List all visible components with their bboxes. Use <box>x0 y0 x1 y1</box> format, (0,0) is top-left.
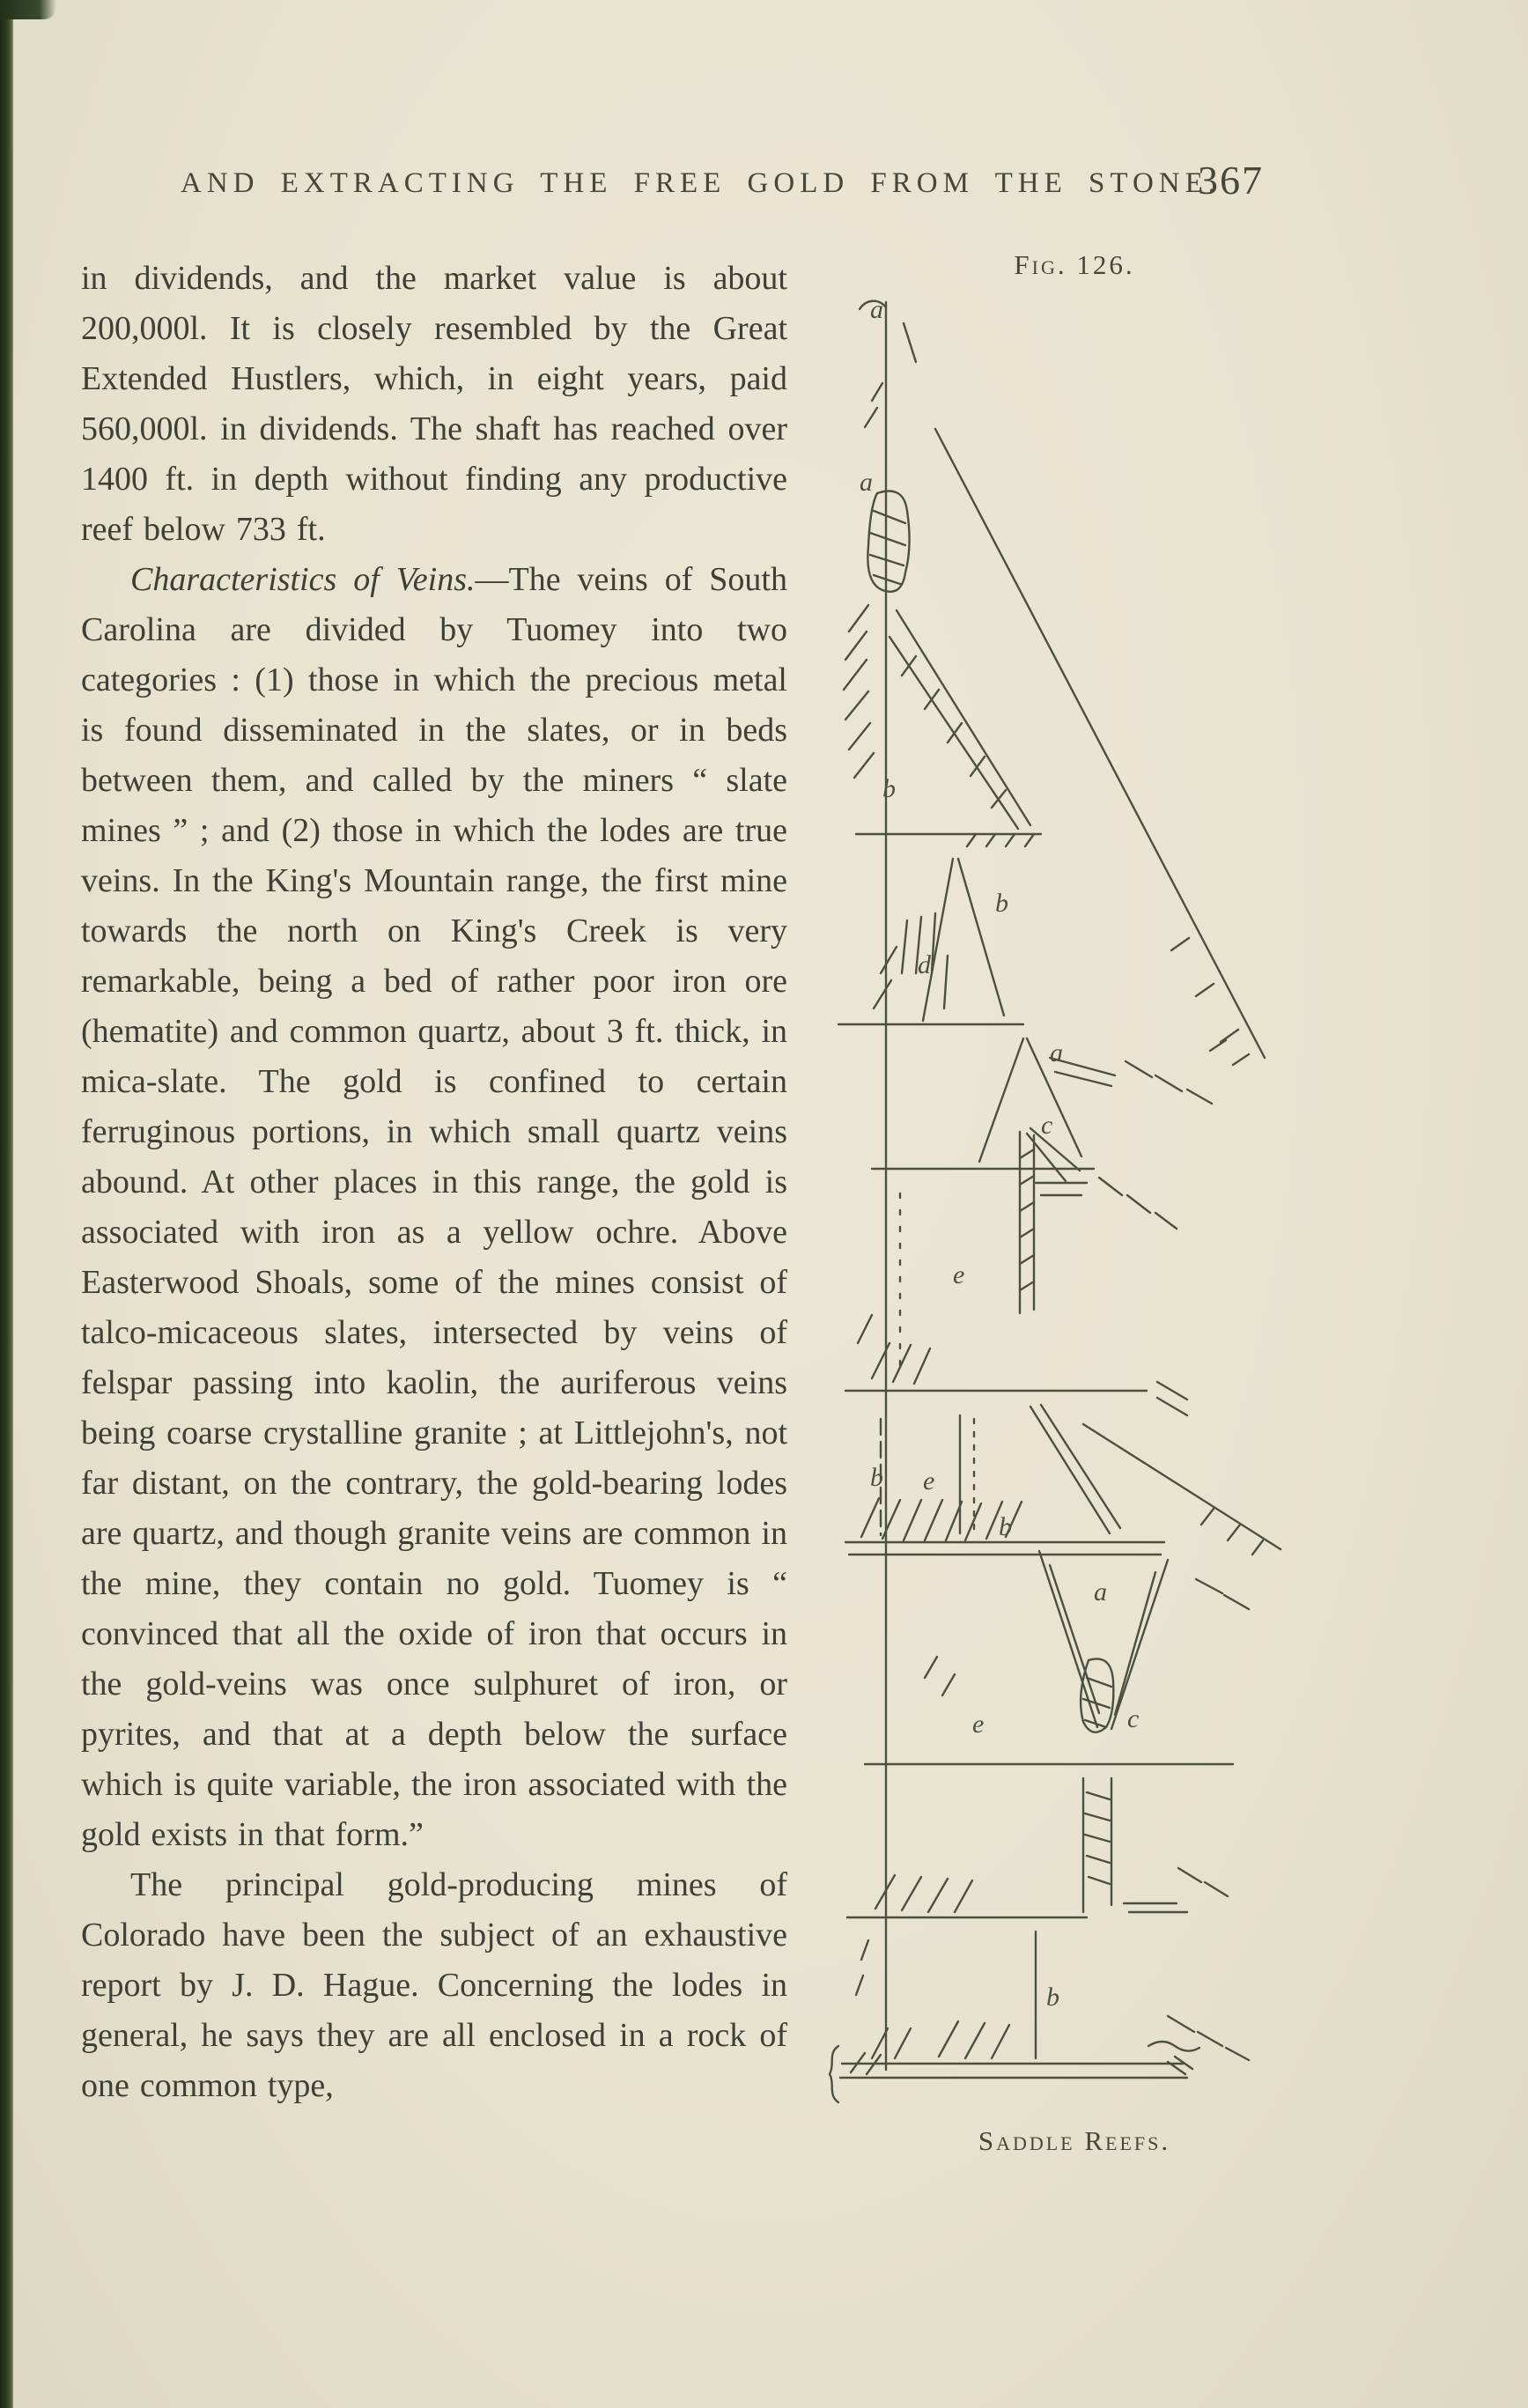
running-header: AND EXTRACTING THE FREE GOLD FROM THE STONE. <box>181 167 1222 199</box>
svg-text:e: e <box>972 1710 985 1739</box>
svg-text:a: a <box>860 468 873 497</box>
paragraph-text: —The veins of South Carolina are divided by Tuomey into two categories : (1) those in which the precious metal is found disseminated in the slates, or in beds between them, and called by the miners “ slate mines ” ; and (2) those in which the lodes are true veins. In the King's Mountain range, the first mine towards the north on King's Creek is very remarkable, being a bed of rather poor iron ore (hematite) and common quartz, about 3 ft. thick, in mica-slate. The gold is confined to certain ferruginous portions, in which small quartz veins abound. At other places in this range, the gold is associated with iron as a yellow ochre. Above Easterwood Shoals, some of the mines consist of talco-micaceous slates, intersected by veins of felspar passing into kaolin, the auriferous veins being coarse crystalline granite ; at Littlejohn's, not far distant, on the contrary, the gold-bearing lodes are quartz, and though granite veins are common in the mine, they contain no gold. Tuomey is “ convinced that all the oxide of iron that occurs in the gold-veins was once sulphuret of iron, or pyrites, and that at a depth below the surface which is quite variable, the iron associated with the gold exists in that form.” <box>81 561 787 1853</box>
svg-text:b: b <box>882 774 896 803</box>
svg-text:e: e <box>923 1466 935 1496</box>
svg-text:b: b <box>870 1463 883 1492</box>
svg-text:b: b <box>1046 1983 1059 2012</box>
scan-corner-mark <box>0 0 56 19</box>
paragraph-characteristics <box>81 555 787 1860</box>
figure-caption: Saddle Reefs. <box>978 2125 1171 2156</box>
page-number: 367 <box>1198 158 1264 203</box>
svg-text:c: c <box>1127 1704 1140 1733</box>
saddle-reefs-drawing <box>819 286 1330 2118</box>
svg-text:a: a <box>870 295 883 324</box>
page-binding-edge <box>0 0 13 2408</box>
figure-126 <box>819 249 1330 2157</box>
figure-label: Fig. 126. <box>1014 249 1135 280</box>
section-lead: Characteristics of Veins. <box>130 561 476 598</box>
paragraph-colorado: The principal gold-producing mines of Colorado have been the subject of an exhaustive report by J. D. Hague. Concerning the lodes in general, he says they are all enclosed in a rock of one common type, <box>81 1866 787 2104</box>
svg-text:d: d <box>918 950 931 979</box>
body-text <box>81 254 787 2111</box>
svg-text:a: a <box>1050 1038 1063 1067</box>
svg-text:a: a <box>1094 1577 1107 1607</box>
svg-text:b: b <box>995 889 1008 918</box>
svg-text:e: e <box>953 1260 965 1289</box>
svg-text:c: c <box>1041 1111 1053 1140</box>
svg-text:b: b <box>999 1512 1012 1541</box>
paragraph-dividends: in dividends, and the market value is about 200,000l. It is closely resembled by the Great Extended Hustlers, which, in eight years, paid 560,000l. in dividends. The shaft has reached over 1400 ft. in depth without finding any productive reef below 733 ft. <box>81 260 787 548</box>
